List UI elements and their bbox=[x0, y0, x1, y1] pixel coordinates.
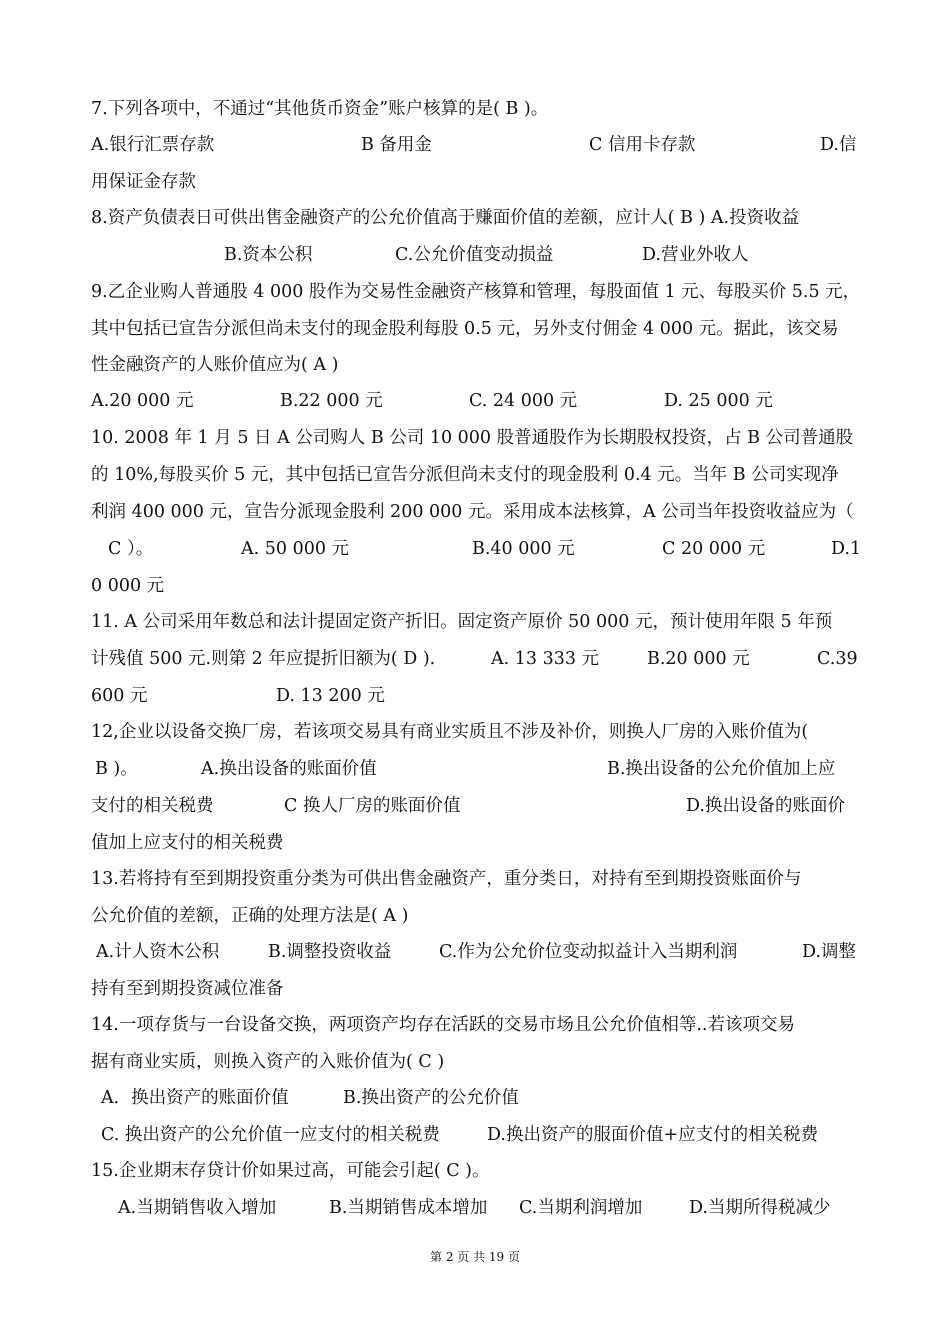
q8-option-c: C.公允价值变动损益 bbox=[395, 245, 554, 265]
q9-option-a: A.20 000 元 bbox=[91, 391, 194, 411]
q12-option-c: C 换人厂房的账面价值 bbox=[284, 796, 461, 816]
q9-option-c: C. 24 000 元 bbox=[469, 391, 578, 411]
q11-option-a: A. 13 333 元 bbox=[491, 649, 600, 669]
q9-stem-1: 9.乙企业购人普通股 4 000 股作为交易性金融资产核算和管理，每股面值 1 元、每股买价 5.5 元， bbox=[91, 282, 861, 302]
q11-option-c: C.39 bbox=[817, 649, 858, 669]
q14-option-a: A．换出资产的账面价值 bbox=[101, 1088, 289, 1108]
q8-option-b: B.资本公积 bbox=[224, 245, 313, 265]
q15-option-a: A.当期销售收入增加 bbox=[118, 1198, 277, 1218]
q9-stem-2: 其中包括已宣告分派但尚未支付的现金股利每股 0.5 元，另外支付佣金 4 000 元。据此，该交易 bbox=[91, 319, 839, 339]
page-footer: 第 2 页 共 19 页 bbox=[430, 1250, 520, 1264]
q15-option-d: D.当期所得税减少 bbox=[689, 1198, 831, 1218]
q14-stem-1: 14.一项存货与一台设备交换，两项资产均存在活跃的交易市场且公允价值相等..若该项交易 bbox=[91, 1015, 795, 1035]
q13-option-d-cont: 持有至到期投资减位准备 bbox=[91, 979, 284, 999]
q13-option-b: B.调整投资收益 bbox=[268, 942, 392, 962]
q7-option-d-cont: 用保证金存款 bbox=[91, 172, 196, 192]
q8-option-d: D.营业外收人 bbox=[642, 245, 749, 265]
q14-stem-2: 据有商业实质，则换入资产的入账价值为( C ) bbox=[91, 1052, 445, 1072]
q12-option-b: B.换出设备的公允价值加上应 bbox=[607, 759, 836, 779]
q15-option-c: C.当期利润增加 bbox=[519, 1198, 643, 1218]
q10-stem-1: 10. 2008 年 1 月 5 日 A 公司购人 B 公司 10 000 股普通股作为长期股权投资，占 B 公司普通股 bbox=[91, 428, 854, 448]
q14-option-b: B.换出资产的公允价值 bbox=[343, 1088, 519, 1108]
q11-option-c-cont: 600 元 bbox=[91, 686, 148, 706]
q8-stem: 8.资产负债表日可供出售金融资产的公允价值高于赚面价值的差额，应计人( B ) A.投资收益 bbox=[91, 208, 800, 228]
q15-stem: 15.企业期末存贷计价如果过高，可能会引起( C )。 bbox=[91, 1161, 490, 1181]
q9-stem-3: 性金融资产的人账价值应为( A ) bbox=[91, 355, 339, 375]
q13-stem-1: 13.若将持有至到期投资重分类为可供出售金融资产，重分类日，对持有至到期投资账面价与 bbox=[91, 869, 802, 889]
q7-stem: 7.下列各项中，不通过“其他货币资金”账户核算的是( B )。 bbox=[91, 99, 549, 119]
q12-option-d-cont: 值加上应支付的相关税费 bbox=[91, 833, 284, 853]
q10-option-b: B.40 000 元 bbox=[472, 539, 575, 559]
q9-option-b: B.22 000 元 bbox=[280, 391, 383, 411]
q10-option-c: C 20 000 元 bbox=[662, 539, 766, 559]
q13-stem-2: 公允价值的差额，正确的处理方法是( A ) bbox=[91, 906, 409, 926]
q12-option-d: D.换出设备的账面价 bbox=[686, 796, 845, 816]
q10-stem-2: 的 10%,每股买价 5 元，其中包括已宣告分派但尚未支付的现金股利 0.4 元。当年 B 公司实现净 bbox=[91, 465, 839, 485]
q10-option-d-cont: 0 000 元 bbox=[91, 576, 165, 596]
q10-answer: C ）。 bbox=[108, 539, 154, 559]
q15-option-b: B.当期销售成本增加 bbox=[329, 1198, 488, 1218]
q12-stem: 12,企业以设备交换厂房，若该项交易具有商业实质且不涉及补价，则换人厂房的入账价值为( bbox=[91, 722, 809, 742]
q13-option-d: D.调整 bbox=[802, 942, 856, 962]
q14-option-c: C. 换出资产的公允价值一应支付的相关税费 bbox=[101, 1125, 440, 1145]
q11-stem-2: 计残值 500 元.则第 2 年应提折旧额为( D ). bbox=[91, 649, 436, 669]
q7-option-a: A.银行汇票存款 bbox=[91, 135, 215, 155]
q7-option-c: C 信用卡存款 bbox=[589, 135, 696, 155]
q10-option-a: A. 50 000 元 bbox=[241, 539, 350, 559]
q11-option-b: B.20 000 元 bbox=[647, 649, 750, 669]
q12-option-a: A.换出设备的账面价值 bbox=[201, 759, 377, 779]
q11-option-d: D. 13 200 元 bbox=[276, 686, 385, 706]
q11-stem-1: 11. A 公司采用年数总和法计提固定资产折旧。固定资产原价 50 000 元，预计使用年限 5 年预 bbox=[91, 612, 833, 632]
q12-option-b-cont: 支付的相关税费 bbox=[91, 796, 214, 816]
q13-option-a: A.计人资木公积 bbox=[96, 942, 220, 962]
q7-option-d: D.信 bbox=[820, 135, 857, 155]
q10-stem-3: 利润 400 000 元，宣告分派现金股利 200 000 元。采用成本法核算，A 公司当年投资收益应为（ bbox=[91, 502, 854, 522]
q7-option-b: B 备用金 bbox=[361, 135, 432, 155]
q14-option-d: D.换出资产的服面价值+应支付的相关税费 bbox=[487, 1125, 819, 1145]
q10-option-d: D.1 bbox=[831, 539, 862, 559]
q13-option-c: C.作为公允价位变动拟益计入当期利润 bbox=[439, 942, 738, 962]
q9-option-d: D. 25 000 元 bbox=[664, 391, 773, 411]
q12-answer: B )。 bbox=[95, 759, 138, 779]
